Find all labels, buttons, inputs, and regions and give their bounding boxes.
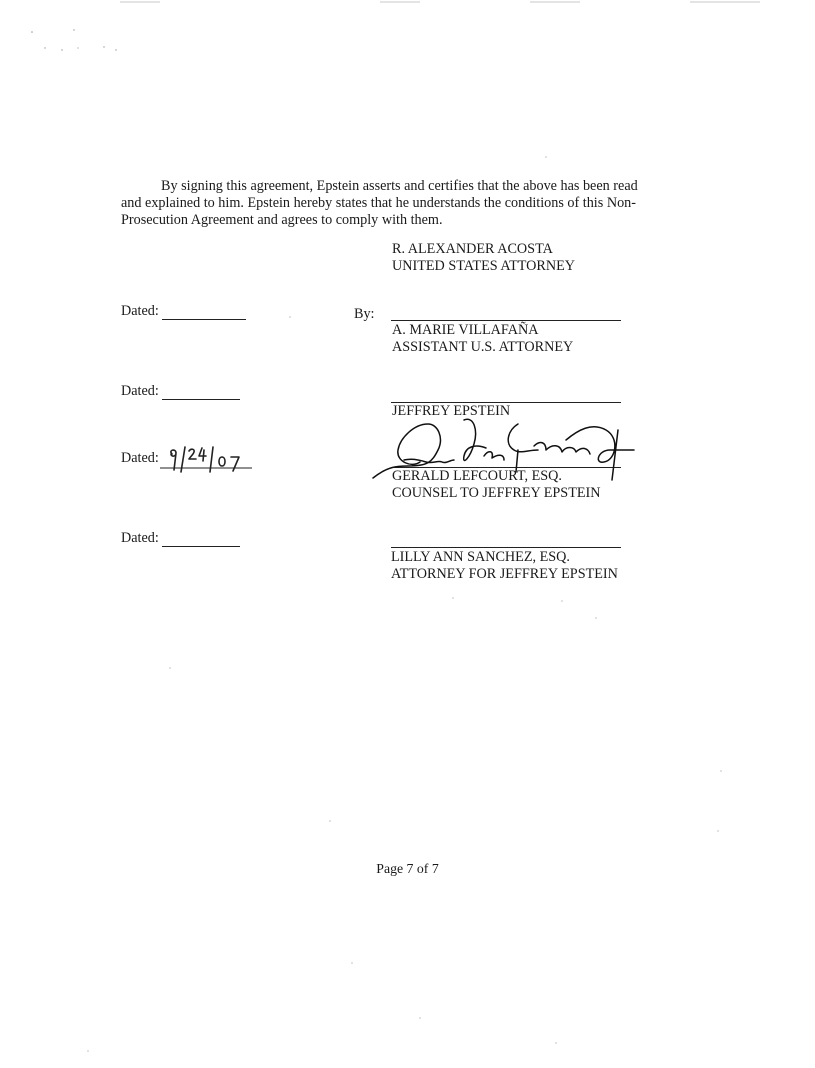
dated-field-2 [121, 383, 240, 400]
epstein-name: JEFFREY EPSTEIN [392, 403, 511, 419]
assistant-attorney-name: A. MARIE VILLAFAÑA [392, 322, 539, 338]
counsel-name: GERALD LEFCOURT, ESQ. [392, 468, 562, 484]
handwritten-date [160, 444, 252, 474]
paragraph-line: By signing this agreement, Epstein asserts and certifies that the above has been read [161, 178, 638, 194]
attorney-title: ATTORNEY FOR JEFFREY EPSTEIN [391, 566, 618, 582]
attorney-name: LILLY ANN SANCHEZ, ESQ. [391, 549, 570, 565]
assistant-attorney-title: ASSISTANT U.S. ATTORNEY [392, 339, 574, 355]
dated-field-4 [121, 530, 240, 547]
agreement-paragraph [121, 178, 638, 228]
counsel-block [392, 468, 601, 502]
counsel-title: COUNSEL TO JEFFREY EPSTEIN [392, 485, 601, 501]
dated-blank-line [162, 532, 240, 547]
paragraph-line: Prosecution Agreement and agrees to comply with them. [121, 211, 443, 228]
dated-field-1 [121, 303, 246, 320]
attorney-block [391, 549, 618, 583]
dated-label: Dated: [121, 303, 159, 319]
by-label: By: [354, 306, 375, 322]
page-number: Page 7 of 7 [376, 861, 439, 876]
signature-line [391, 547, 621, 548]
dated-blank-line [162, 385, 240, 400]
paragraph-line: and explained to him. Epstein hereby states that he understands the conditions of this Non- [121, 194, 636, 211]
dated-blank-line [162, 305, 246, 320]
dated-label: Dated: [121, 450, 159, 466]
signature-line [391, 320, 621, 321]
dated-label: Dated: [121, 530, 159, 546]
us-attorney-block [392, 241, 575, 275]
us-attorney-title: UNITED STATES ATTORNEY [392, 258, 576, 274]
dated-label: Dated: [121, 383, 159, 399]
us-attorney-name: R. ALEXANDER ACOSTA [392, 241, 553, 257]
assistant-attorney-block [392, 322, 573, 356]
